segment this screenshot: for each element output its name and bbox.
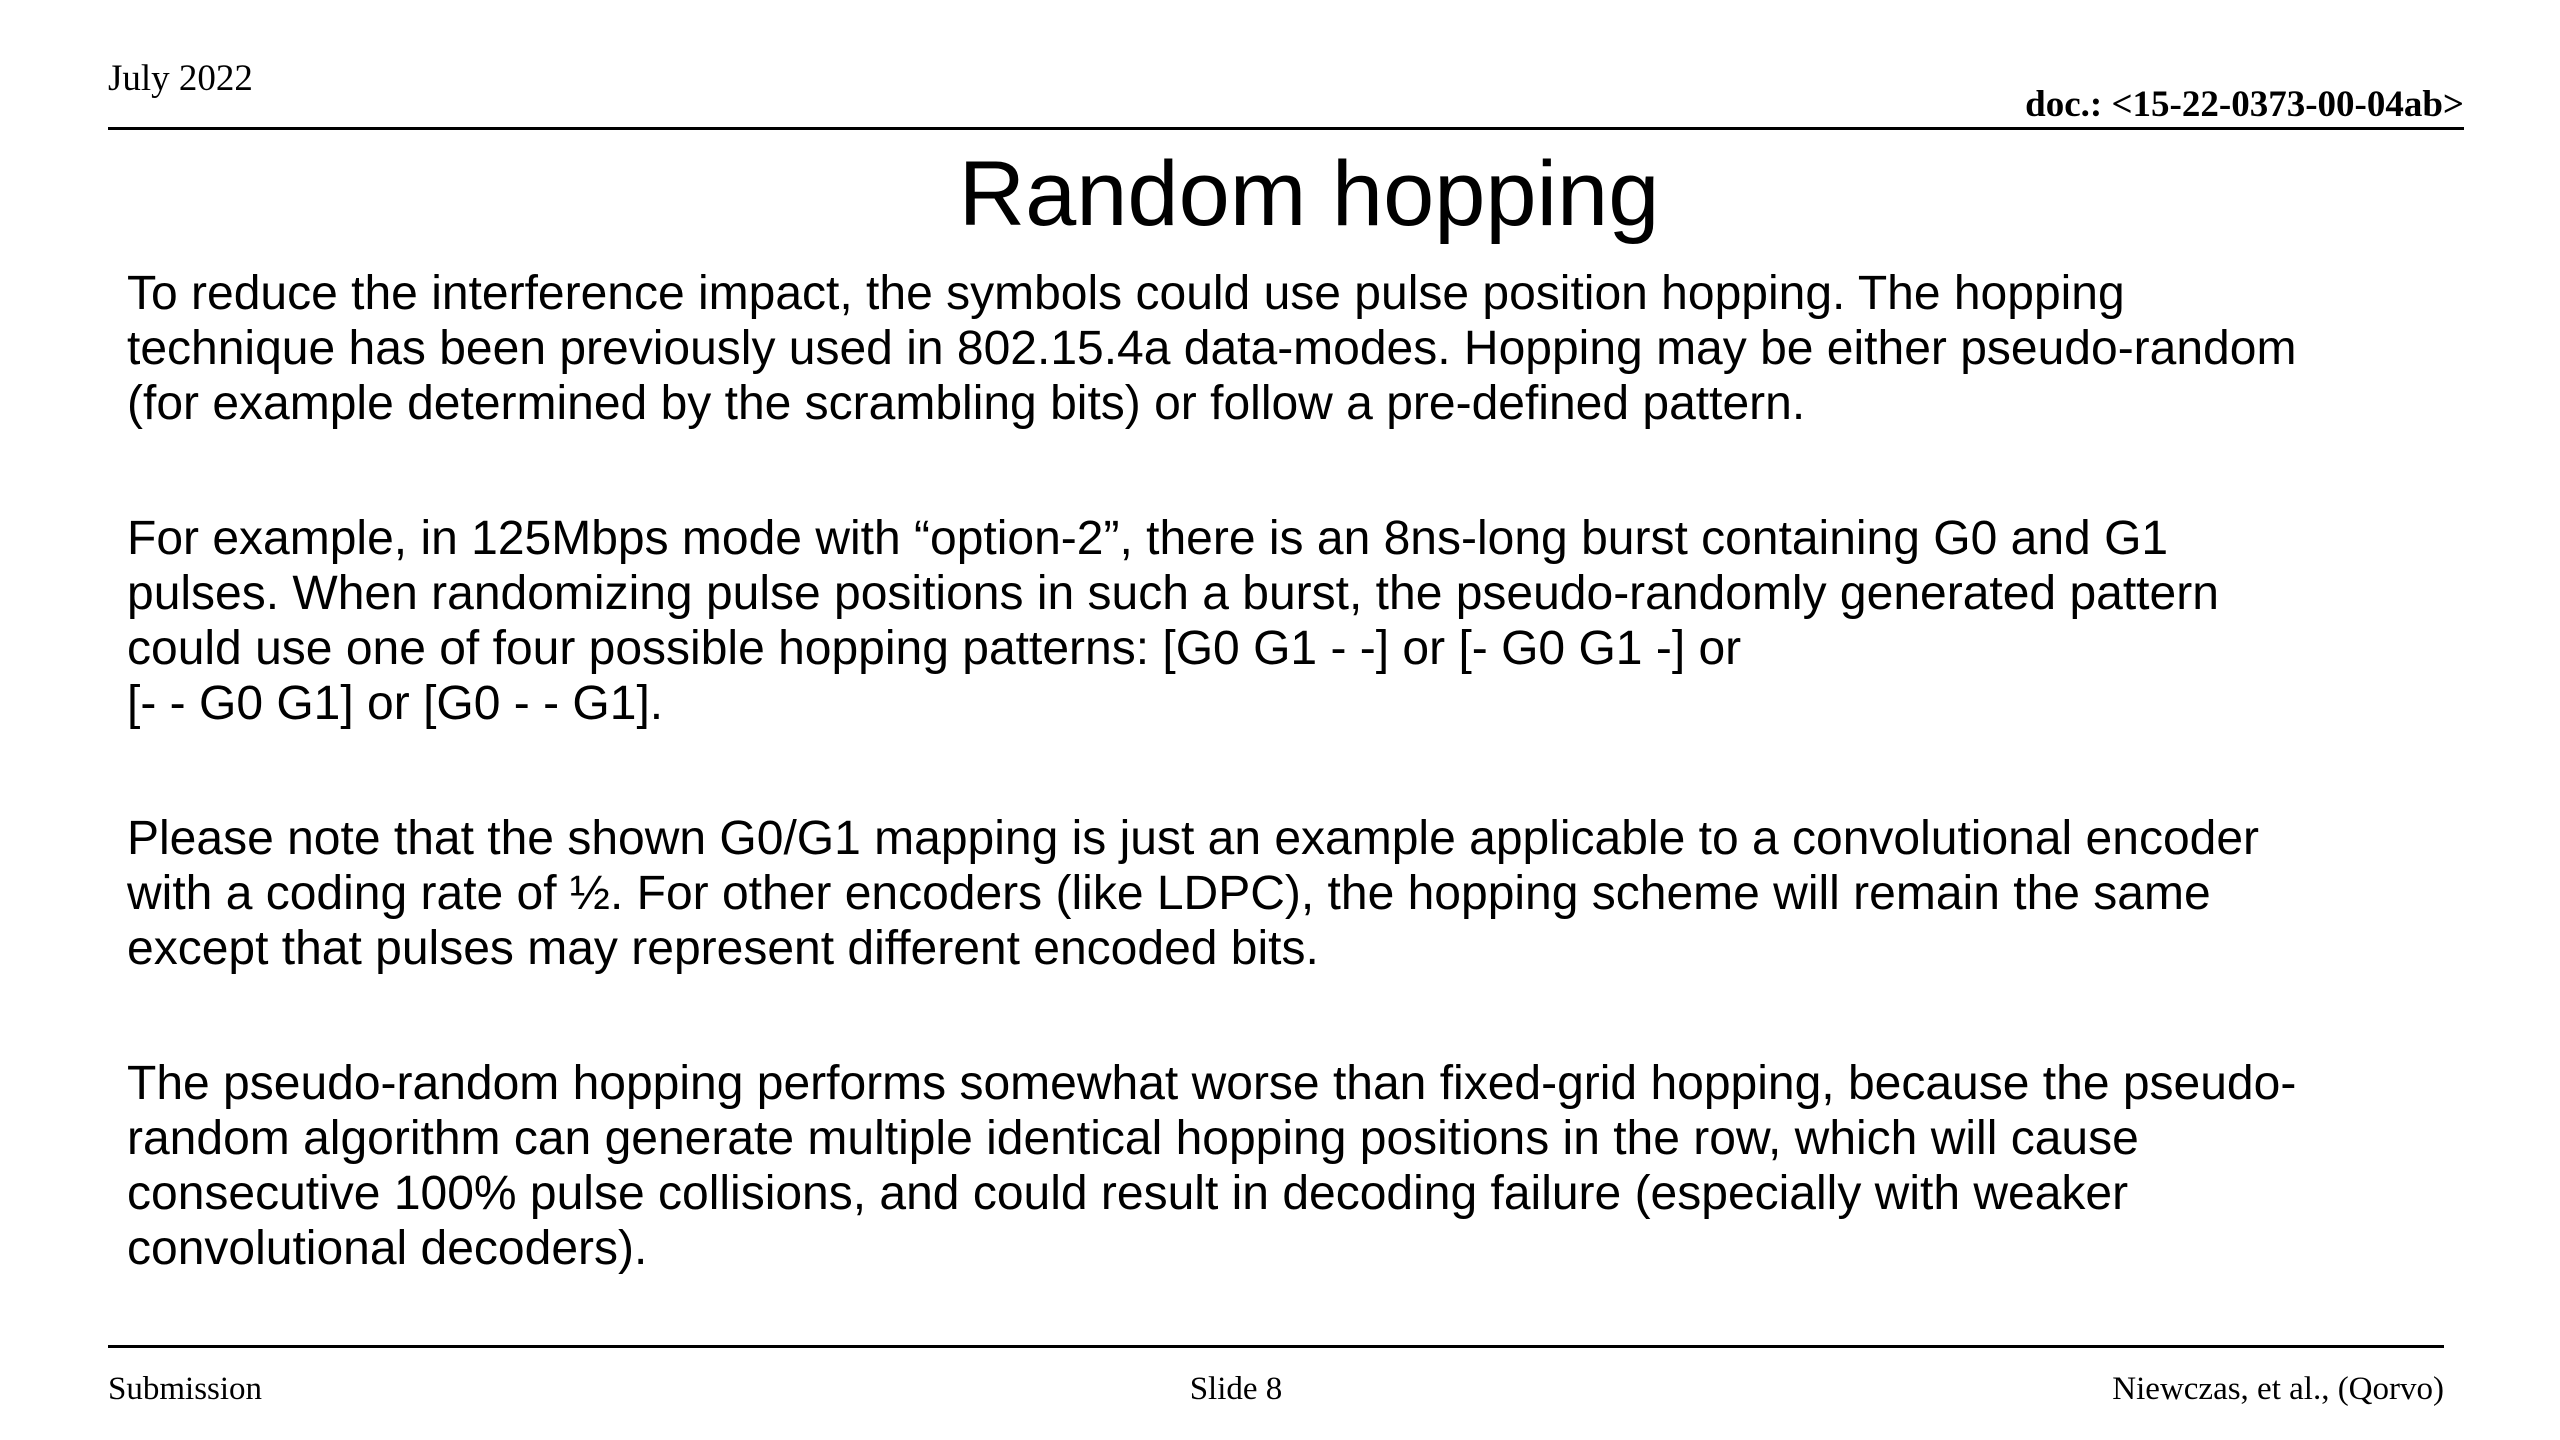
slide-body <box>127 266 2457 1276</box>
paragraph-line: technique has been previously used in 802.15.4a data-modes. Hopping may be either pseudo-random <box>127 322 2297 375</box>
header-date: July 2022 <box>108 58 253 99</box>
paragraph-3 <box>127 811 2457 976</box>
footer-divider <box>108 1345 2444 1348</box>
paragraph-line: Please note that the shown G0/G1 mapping is just an example applicable to a convolutional encoder <box>127 812 2260 865</box>
header-doc-id: doc.: <15-22-0373-00-04ab> <box>2025 84 2464 125</box>
paragraph-line: For example, in 125Mbps mode with “option-2”, there is an 8ns-long burst containing G0 and G1 <box>127 512 2169 565</box>
paragraph-4 <box>127 1056 2457 1276</box>
paragraph-1 <box>127 266 2457 431</box>
paragraph-line: To reduce the interference impact, the symbols could use pulse position hopping. The hopping <box>127 267 2125 320</box>
paragraph-line: random algorithm can generate multiple identical hopping positions in the row, which will cause <box>127 1112 2139 1165</box>
paragraph-line: The pseudo-random hopping performs somewhat worse than fixed-grid hopping, because the pseudo- <box>127 1057 2297 1110</box>
paragraph-line: convolutional decoders). <box>127 1222 648 1275</box>
header-divider <box>108 127 2464 130</box>
paragraph-2 <box>127 511 2457 731</box>
slide-title: Random hopping <box>958 143 1660 245</box>
footer-authors: Niewczas, et al., (Qorvo) <box>2112 1371 2444 1407</box>
paragraph-line: could use one of four possible hopping patterns: [G0 G1 - -] or [- G0 G1 -] or <box>127 622 1742 675</box>
paragraph-line: pulses. When randomizing pulse positions in such a burst, the pseudo-randomly generated pattern <box>127 567 2219 620</box>
footer-slide-number: Slide 8 <box>1189 1371 1283 1407</box>
paragraph-line: except that pulses may represent different encoded bits. <box>127 922 1319 975</box>
paragraph-line: consecutive 100% pulse collisions, and could result in decoding failure (especially with weaker <box>127 1167 2129 1220</box>
footer-submission: Submission <box>108 1371 263 1407</box>
paragraph-line: with a coding rate of ½. For other encoders (like LDPC), the hopping scheme will remain the same <box>127 867 2211 920</box>
paragraph-line: [- - G0 G1] or [G0 - - G1]. <box>127 677 664 730</box>
paragraph-line: (for example determined by the scrambling bits) or follow a pre-defined pattern. <box>127 377 1806 430</box>
